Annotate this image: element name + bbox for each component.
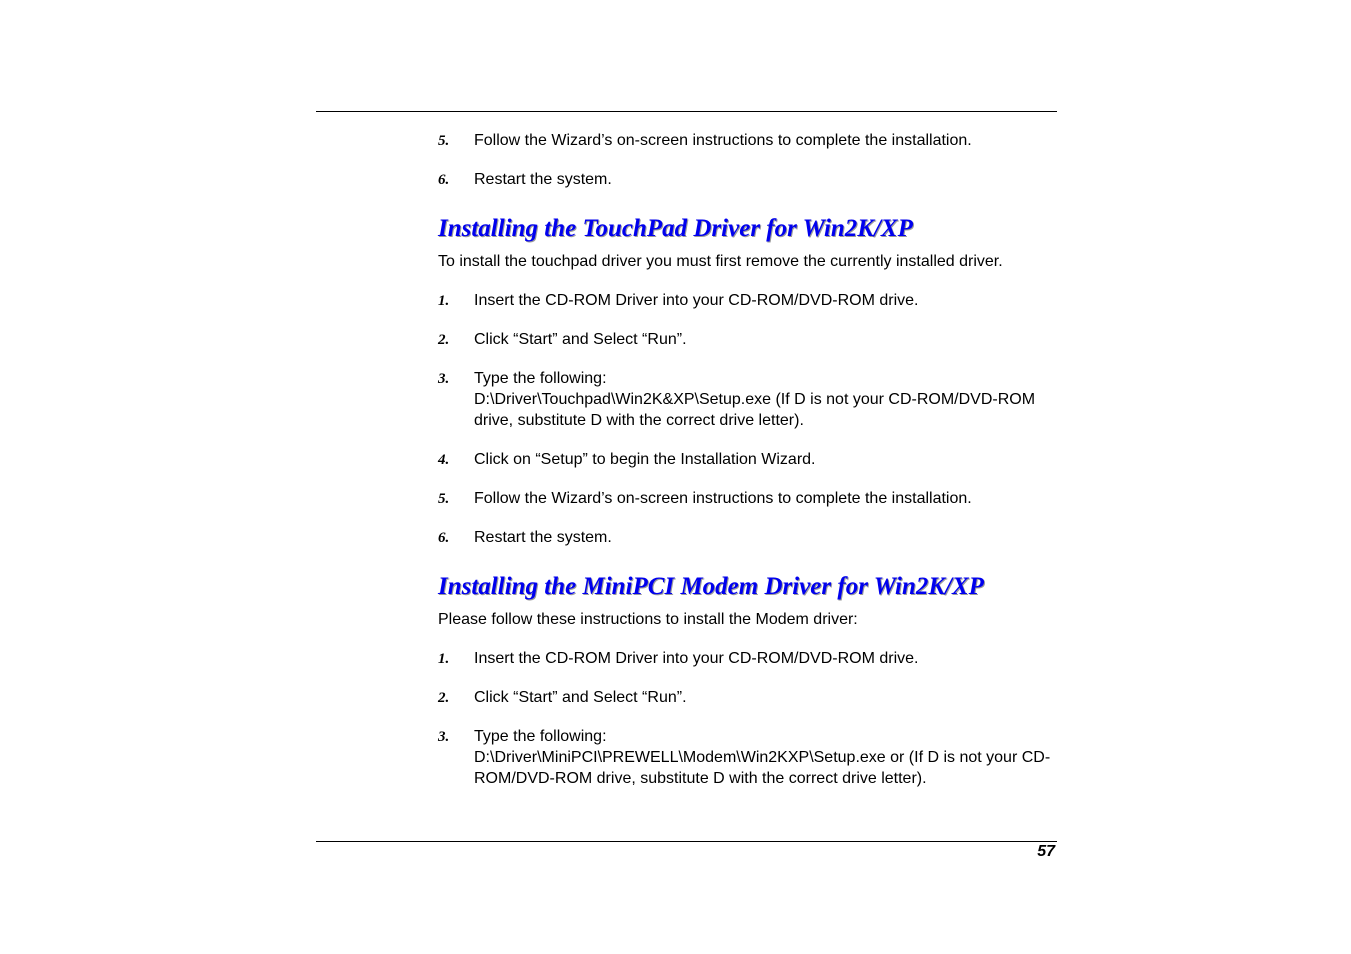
step-text: Type the following: xyxy=(474,728,607,745)
step-text: Restart the system. xyxy=(474,171,612,188)
step-text: Insert the CD-ROM Driver into your CD-ROM/DVD-ROM drive. xyxy=(474,292,919,309)
step-number: 1. xyxy=(438,293,450,309)
section-heading-modem: Installing the MiniPCI Modem Driver for Win2K/XP xyxy=(438,573,984,600)
list-item xyxy=(438,449,1054,470)
list-item xyxy=(438,290,1054,311)
step-text: Follow the Wizard’s on-screen instructions to complete the installation. xyxy=(474,490,972,507)
step-number: 6. xyxy=(438,172,450,188)
step-number: 5. xyxy=(438,491,450,507)
step-text: Insert the CD-ROM Driver into your CD-ROM/DVD-ROM drive. xyxy=(474,650,919,667)
step-number: 3. xyxy=(438,729,450,745)
step-text: Type the following: xyxy=(474,370,607,387)
step-text: Follow the Wizard’s on-screen instructions to complete the installation. xyxy=(474,132,972,149)
header-rule xyxy=(316,111,1057,112)
step-number: 1. xyxy=(438,651,450,667)
step-text: Click “Start” and Select “Run”. xyxy=(474,331,687,348)
step-number: 6. xyxy=(438,530,450,546)
section-intro-modem: Please follow these instructions to install the Modem driver: xyxy=(438,611,858,628)
step-command: D:\Driver\Touchpad\Win2K&XP\Setup.exe (If D is not your CD-ROM/DVD-ROM drive, substitute D with the correct drive letter). xyxy=(474,391,1036,429)
step-number: 4. xyxy=(438,452,450,468)
step-number: 3. xyxy=(438,371,450,387)
step-text: Click on “Setup” to begin the Installation Wizard. xyxy=(474,451,816,468)
step-number: 5. xyxy=(438,133,450,149)
list-item xyxy=(438,169,1054,190)
list-item xyxy=(438,648,1054,669)
page-number: 57 xyxy=(1037,843,1055,860)
step-text: Restart the system. xyxy=(474,529,612,546)
step-text: Click “Start” and Select “Run”. xyxy=(474,689,687,706)
list-item xyxy=(438,130,1054,151)
step-number: 2. xyxy=(438,690,450,706)
list-item xyxy=(438,488,1054,509)
section-heading-touchpad: Installing the TouchPad Driver for Win2K/XP xyxy=(438,215,913,242)
list-item xyxy=(438,329,1054,350)
step-number: 2. xyxy=(438,332,450,348)
list-item xyxy=(438,687,1054,708)
list-item xyxy=(438,726,1054,789)
page-content xyxy=(438,130,1054,807)
list-item xyxy=(438,527,1054,548)
list-item xyxy=(438,368,1054,431)
step-command: D:\Driver\MiniPCI\PREWELL\Modem\Win2KXP\Setup.exe or (If D is not your CD-ROM/DVD-ROM drive, substitute D with the correct drive letter). xyxy=(474,749,1051,787)
section-intro-touchpad: To install the touchpad driver you must first remove the currently installed driver. xyxy=(438,253,1003,270)
footer-rule xyxy=(316,841,1057,842)
